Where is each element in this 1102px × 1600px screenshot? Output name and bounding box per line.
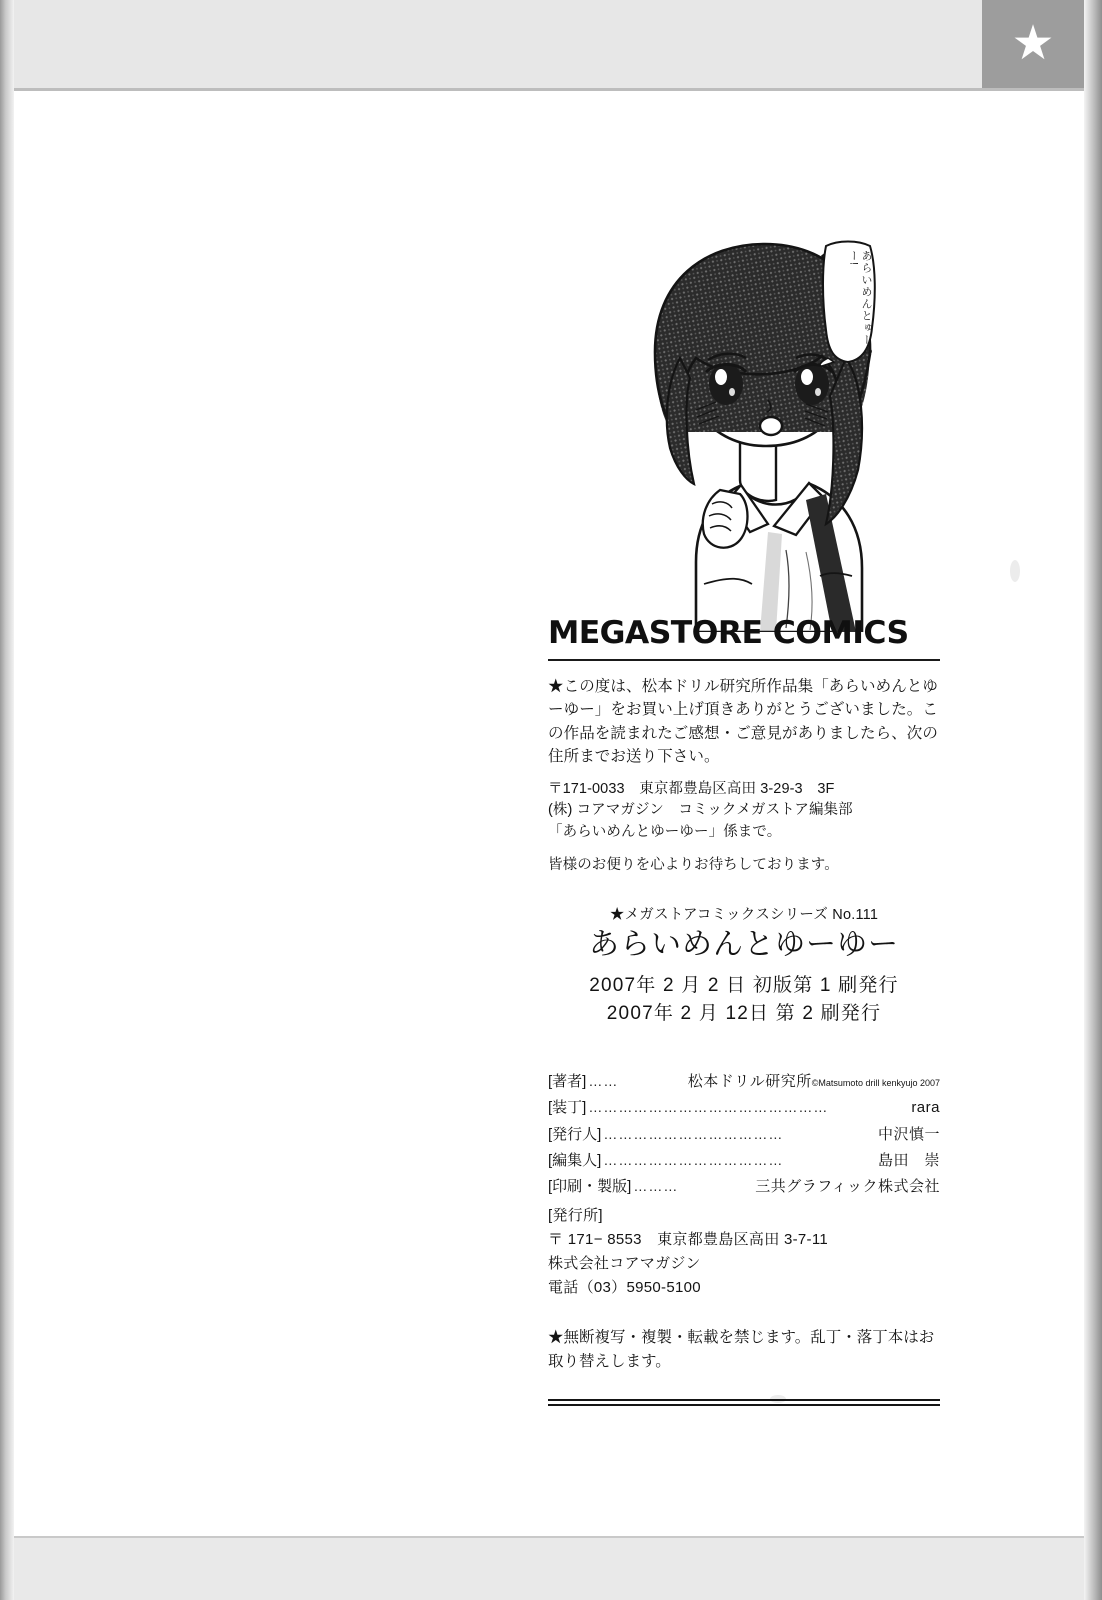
manga-girl-illustration	[600, 232, 930, 632]
print-date-second: 2007年 2 月 12日 第 2 刷発行	[606, 1002, 882, 1024]
series-number-line: ★メガストアコミックスシリーズ No.111	[609, 906, 879, 923]
speech-bubble	[818, 238, 878, 366]
staff-label: [発行人]	[548, 1125, 602, 1143]
bottom-rule-thick	[548, 1399, 940, 1402]
editorial-address	[548, 779, 940, 843]
copyright-notice: ★無断複写・複製・転載を禁じます。乱丁・落丁本はお取り替えします。	[548, 1329, 935, 1370]
closing-line: 皆様のお便りを心よりお待ちしております。	[548, 857, 839, 874]
publisher-label: [発行所]	[548, 1207, 603, 1225]
leader-dots: ……	[588, 1073, 619, 1090]
copyright-note: ©Matsumoto drill kenkyujo 2007	[811, 1078, 940, 1089]
print-date-first: 2007年 2 月 2 日 初版第 1 刷発行	[589, 975, 899, 996]
publisher-name: 株式会社コアマガジン	[548, 1255, 701, 1273]
staff-value: rara	[911, 1099, 940, 1117]
scan-top-band-line	[0, 88, 1102, 91]
staff-label: [装丁]	[548, 1099, 587, 1117]
print-dates	[548, 972, 940, 1027]
corner-star-badge	[982, 0, 1084, 88]
staff-row	[548, 1069, 940, 1095]
leader-dots: ………………………………	[603, 1151, 784, 1168]
leader-dots: ………………………………	[603, 1125, 784, 1142]
address-line-1: 〒171-0033 東京都豊島区高田 3-29-3 3F	[548, 780, 835, 797]
scan-bottom-band-line	[0, 1536, 1102, 1538]
megastore-comics-logo: MEGASTORE COMICS	[548, 615, 909, 651]
logo-underline	[548, 659, 940, 661]
leader-dots: …………………………………………	[588, 1099, 829, 1116]
leader-dots: ………	[633, 1178, 679, 1195]
staff-row	[548, 1174, 940, 1200]
bottom-rules	[548, 1399, 940, 1406]
scan-right-edge	[1084, 0, 1102, 1600]
scan-smudge	[1010, 560, 1020, 582]
staff-row	[548, 1148, 940, 1174]
address-line-3: 「あらいめんとゆーゆー」係まで。	[548, 823, 782, 840]
colophon-block	[548, 615, 940, 1406]
thanks-paragraph: ★この度は、松本ドリル研究所作品集「あらいめんとゆーゆー」をお買い上げ頂きありがとうございました。この作品を読まれたご感想・ご意見がありましたら、次の住所までお送り下さい。	[548, 677, 939, 766]
publisher-address: 〒 171− 8553 東京都豊島区高田 3-7-11	[548, 1231, 829, 1249]
staff-credits-table	[548, 1069, 940, 1300]
staff-row	[548, 1095, 940, 1121]
staff-label: [著者]	[548, 1073, 587, 1091]
bottom-rule-thin	[548, 1404, 940, 1406]
publisher-phone: 電話（03）5950-5100	[548, 1279, 701, 1297]
staff-row	[548, 1122, 940, 1148]
staff-value: 松本ドリル研究所©Matsumoto drill kenkyujo 2007	[687, 1073, 940, 1091]
scan-top-band	[0, 0, 1102, 88]
speech-bubble-text: あらいめんとゅーゅー!	[847, 250, 872, 358]
star-icon: ★	[1011, 17, 1055, 70]
scan-left-edge	[0, 0, 14, 1600]
address-line-2: (株) コアマガジン コミックメガストア編集部	[548, 802, 853, 819]
staff-label: [編集人]	[548, 1151, 602, 1169]
book-title: あらいめんとゆーゆー	[589, 927, 899, 961]
staff-value: 三共グラフィック株式会社	[755, 1178, 940, 1196]
scan-bottom-band	[0, 1538, 1102, 1600]
publisher-block	[548, 1204, 940, 1300]
staff-label: [印刷・製版]	[548, 1178, 632, 1196]
staff-value: 中沢慎一	[877, 1125, 940, 1143]
staff-value: 島田 崇	[877, 1151, 940, 1169]
